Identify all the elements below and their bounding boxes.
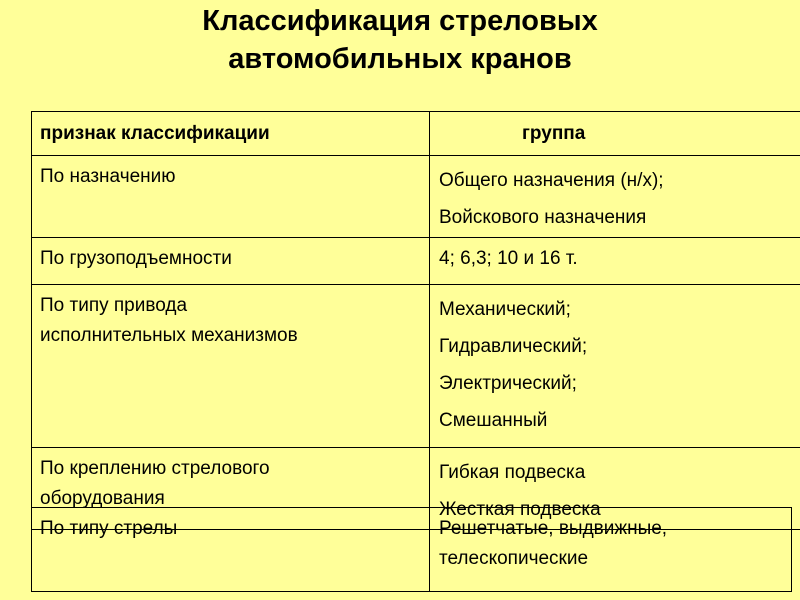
criterion-cell — [32, 285, 430, 448]
slide-title-line-2: автомобильных кранов — [228, 43, 572, 75]
table-row — [32, 285, 800, 448]
group-text: Гидравлический; — [439, 336, 588, 357]
criterion-cell — [32, 156, 430, 238]
criterion-text: По назначению — [40, 166, 176, 187]
group-cell — [430, 156, 800, 238]
classification-table — [31, 111, 800, 530]
group-cell — [430, 508, 792, 592]
table-row — [32, 238, 800, 285]
criterion-cell — [32, 238, 430, 285]
criterion-text: По типу стрелы — [40, 518, 178, 539]
header-criterion: признак классификации — [32, 112, 430, 156]
criterion-text: исполнительных механизмов — [40, 325, 298, 346]
group-text: Решетчатые, выдвижные, — [439, 518, 668, 539]
table-row — [32, 508, 792, 592]
group-text: Общего назначения (н/х); — [439, 170, 664, 191]
slide-title — [0, 2, 800, 78]
group-text: 4; 6,3; 10 и 16 т. — [439, 248, 578, 269]
group-cell — [430, 238, 800, 285]
group-text: телескопические — [439, 548, 589, 569]
header-group: группа — [430, 112, 800, 156]
criterion-text: По креплению стрелового — [40, 458, 270, 479]
group-text: Гибкая подвеска — [439, 462, 586, 483]
table-header-row — [32, 112, 800, 156]
criterion-text: По грузоподъемности — [40, 248, 232, 269]
group-text: Смешанный — [439, 410, 548, 431]
group-text: Электрический; — [439, 373, 577, 394]
criterion-text: оборудования — [40, 488, 165, 509]
table-row — [32, 156, 800, 238]
group-cell — [430, 285, 800, 448]
classification-table-last-row — [31, 507, 792, 592]
slide-title-line-1: Классификация стреловых — [202, 5, 598, 37]
criterion-cell — [32, 508, 430, 592]
group-text: Жесткая подвеска — [439, 499, 601, 520]
group-text: Механический; — [439, 299, 571, 320]
criterion-text: По типу привода — [40, 295, 188, 316]
group-text: Войскового назначения — [439, 207, 647, 228]
